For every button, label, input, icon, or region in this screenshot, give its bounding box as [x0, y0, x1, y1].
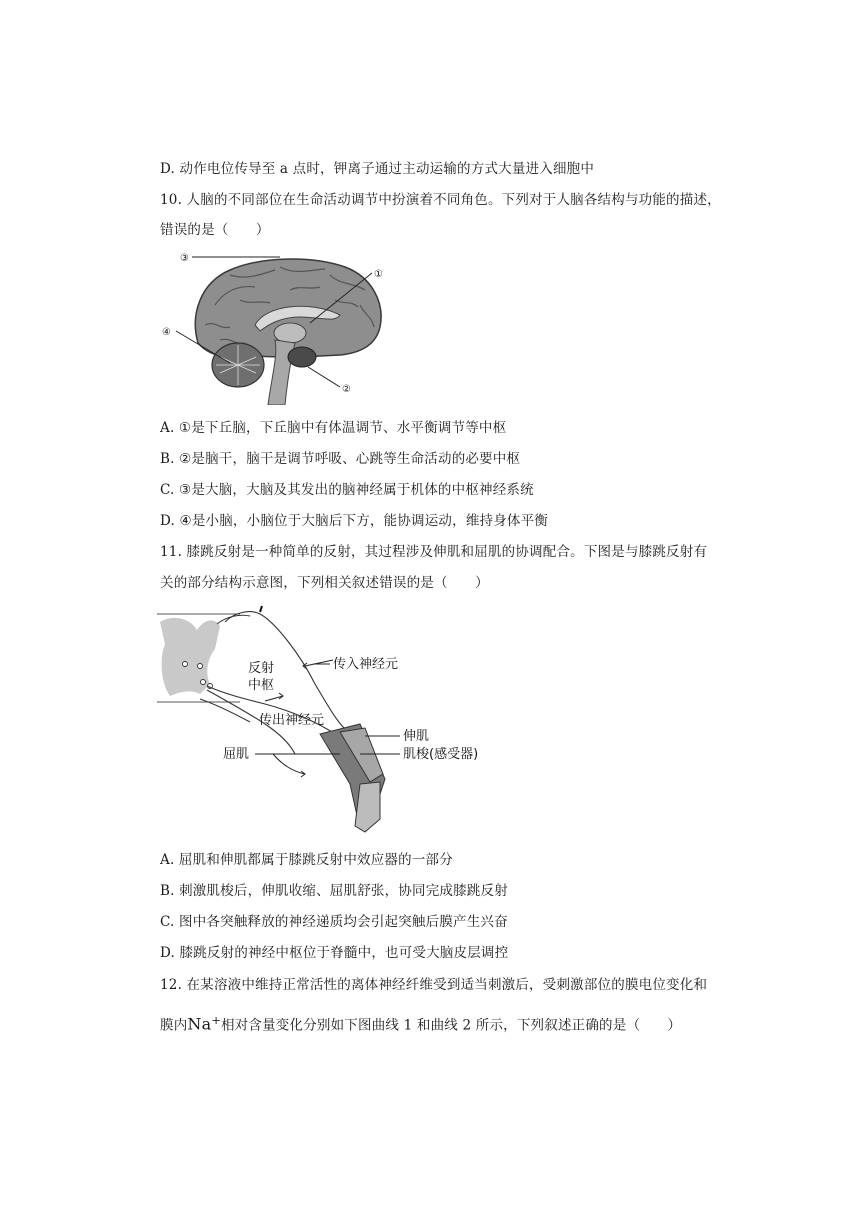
label-reflex-center-1: 反射: [248, 661, 275, 676]
q10-option-c: C. ③是大脑，大脑及其发出的脑神经属于机体的中枢神经系统: [160, 482, 534, 498]
q9-option-d: D. 动作电位传导至 a 点时，钾离子通过主动运输的方式大量进入细胞中: [160, 161, 595, 177]
label-reflex-center-2: 中枢: [248, 678, 275, 693]
label-afferent-neuron: 传入神经元: [333, 657, 399, 672]
brain-label-4: ④: [162, 327, 171, 338]
q12-stem-line-1: 12. 在某溶液中维持正常活性的离体神经纤维受到适当刺激后，受刺激部位的膜电位变化和: [160, 977, 708, 993]
q11-stem-line-1: 11. 膝跳反射是一种简单的反射，其过程涉及伸肌和屈肌的协调配合。下图是与膝跳反射有: [160, 544, 708, 560]
q10-stem-line-1: 10. 人脑的不同部位在生命活动调节中扮演着不同角色。下列对于人脑各结构与功能的描述，: [160, 192, 721, 208]
knee-jerk-reflex-figure: [155, 604, 495, 836]
sodium-charge: +: [211, 1014, 221, 1027]
q10-option-d: D. ④是小脑，小脑位于大脑后下方，能协调运动，维持身体平衡: [160, 513, 549, 529]
brain-label-3: ③: [180, 253, 189, 264]
brain-sagittal-diagram: [160, 245, 400, 405]
reflex-arc-diagram: [155, 604, 495, 836]
brain-label-1: ①: [374, 269, 383, 280]
q10-option-a: A. ①是下丘脑，下丘脑中有体温调节、水平衡调节等中枢: [160, 420, 507, 436]
q11-option-c: C. 图中各突触释放的神经递质均会引起突触后膜产生兴奋: [160, 914, 508, 930]
label-flexor-muscle: 屈肌: [223, 747, 250, 762]
q12-stem-line-2: [160, 1012, 681, 1035]
q10-stem-line-2: 错误的是（ ）: [160, 222, 270, 238]
q11-option-b: B. 刺激肌梭后，伸肌收缩、屈肌舒张，协同完成膝跳反射: [160, 883, 508, 899]
q11-option-a: A. 屈肌和伸肌都属于膝跳反射中效应器的一部分: [160, 852, 453, 868]
label-efferent-neuron: 传出神经元: [259, 713, 325, 728]
brain-label-2: ②: [342, 384, 351, 395]
q12-stem-suffix: 相对含量变化分别如下图曲线 1 和曲线 2 所示，下列叙述正确的是（ ）: [221, 1017, 682, 1034]
q12-stem-prefix: 膜内: [160, 1017, 188, 1034]
q10-option-b: B. ②是脑干，脑干是调节呼吸、心跳等生命活动的必要中枢: [160, 451, 521, 467]
label-muscle-spindle: 肌梭(感受器): [403, 747, 479, 762]
q11-option-d: D. 膝跳反射的神经中枢位于脊髓中，也可受大脑皮层调控: [160, 945, 509, 961]
label-extensor-muscle: 伸肌: [403, 729, 430, 744]
sodium-symbol: Na: [187, 1014, 212, 1034]
brain-figure: [160, 245, 400, 405]
q11-stem-line-2: 关的部分结构示意图，下列相关叙述错误的是（ ）: [160, 575, 489, 591]
